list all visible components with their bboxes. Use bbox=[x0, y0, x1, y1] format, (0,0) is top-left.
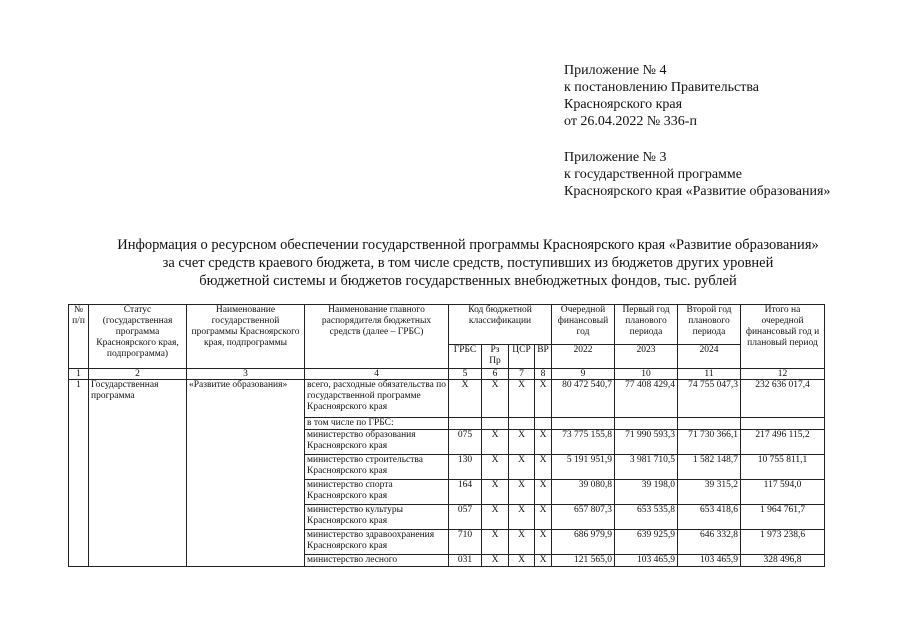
title-line: Информация о ресурсном обеспечении государственной программы Красноярского края «Развитие образования» bbox=[117, 237, 819, 253]
row-csr: Х bbox=[509, 380, 535, 418]
row-label: министерство культуры Красноярского края bbox=[305, 505, 449, 530]
row-grbs: 130 bbox=[449, 455, 482, 480]
row-grbs bbox=[449, 418, 482, 430]
header-grbs: ГРБС bbox=[449, 345, 482, 369]
row-year2: 3 981 710,5 bbox=[615, 455, 678, 480]
header-rzpr: Рз Пр bbox=[482, 345, 509, 369]
row-year1: 121 565,0 bbox=[552, 555, 615, 567]
row-csr bbox=[509, 418, 535, 430]
row-label: министерство образования Красноярского края bbox=[305, 430, 449, 455]
row-year2: 103 465,9 bbox=[615, 555, 678, 567]
row-year3: 646 332,8 bbox=[678, 530, 741, 555]
header-vr: ВР bbox=[535, 345, 552, 369]
header-program-name: Наименование государственной программы Красноярского края, подпрограммы bbox=[187, 305, 305, 369]
row-year1: 686 979,9 bbox=[552, 530, 615, 555]
annex-line: Приложение № 3 bbox=[564, 150, 667, 165]
row-vr: Х bbox=[535, 530, 552, 555]
col-number: 10 bbox=[615, 369, 678, 380]
row-label: в том числе по ГРБС: bbox=[305, 418, 449, 430]
row-year3: 1 582 148,7 bbox=[678, 455, 741, 480]
header-num: № п/п bbox=[69, 305, 89, 369]
col-number: 1 bbox=[69, 369, 89, 380]
row-year1: 39 080,8 bbox=[552, 480, 615, 505]
row-grbs: 164 bbox=[449, 480, 482, 505]
row-vr: Х bbox=[535, 380, 552, 418]
title-line: за счет средств краевого бюджета, в том числе средств, поступивших из бюджетов других уровней bbox=[162, 255, 774, 271]
row-total: 217 496 115,2 bbox=[741, 430, 825, 455]
header-code-group: Код бюджетной классификации bbox=[449, 305, 552, 345]
col-number: 11 bbox=[678, 369, 741, 380]
document-title bbox=[60, 236, 876, 290]
row-csr: Х bbox=[509, 530, 535, 555]
row-grbs: 057 bbox=[449, 505, 482, 530]
program-name: «Развитие образования» bbox=[187, 380, 305, 567]
program-status: Государственная программа bbox=[89, 380, 187, 567]
row-year3: 74 755 047,3 bbox=[678, 380, 741, 418]
header-year2: 2023 bbox=[615, 345, 678, 369]
header-year3: 2024 bbox=[678, 345, 741, 369]
header-year1-label: Очередной финансовый год bbox=[552, 305, 615, 345]
row-year3 bbox=[678, 418, 741, 430]
row-csr: Х bbox=[509, 505, 535, 530]
row-grbs: 031 bbox=[449, 555, 482, 567]
row-total: 232 636 017,4 bbox=[741, 380, 825, 418]
row-vr: Х bbox=[535, 455, 552, 480]
annex-line: к постановлению Правительства bbox=[564, 80, 760, 95]
col-number: 2 bbox=[89, 369, 187, 380]
row-rzpr: Х bbox=[482, 555, 509, 567]
row-csr: Х bbox=[509, 455, 535, 480]
title-line: бюджетной системы и бюджетов государственных внебюджетных фондов, тыс. рублей bbox=[199, 273, 737, 289]
row-label: министерство строительства Красноярского края bbox=[305, 455, 449, 480]
row-year2: 39 198,0 bbox=[615, 480, 678, 505]
row-csr: Х bbox=[509, 555, 535, 567]
row-label: всего, расходные обязательства по государственной программе Красноярского края bbox=[305, 380, 449, 418]
row-csr: Х bbox=[509, 430, 535, 455]
row-year3: 653 418,6 bbox=[678, 505, 741, 530]
annex-line: Красноярского края bbox=[564, 97, 683, 112]
col-number: 7 bbox=[509, 369, 535, 380]
row-vr: Х bbox=[535, 430, 552, 455]
col-number: 8 bbox=[535, 369, 552, 380]
row-year3: 71 730 366,1 bbox=[678, 430, 741, 455]
program-num: 1 bbox=[69, 380, 89, 567]
row-grbs: 710 bbox=[449, 530, 482, 555]
row-vr bbox=[535, 418, 552, 430]
col-number: 3 bbox=[187, 369, 305, 380]
annex-line: от 26.04.2022 № 336-п bbox=[564, 114, 697, 129]
header-csr: ЦСР bbox=[509, 345, 535, 369]
row-total: 1 964 761,7 bbox=[741, 505, 825, 530]
row-year2: 77 408 429,4 bbox=[615, 380, 678, 418]
row-csr: Х bbox=[509, 480, 535, 505]
row-total: 328 496,8 bbox=[741, 555, 825, 567]
row-year3: 39 315,2 bbox=[678, 480, 741, 505]
header-year1: 2022 bbox=[552, 345, 615, 369]
annex-line: Красноярского края «Развитие образования» bbox=[564, 184, 831, 199]
annex-3-block bbox=[564, 149, 830, 200]
row-label: министерство лесного bbox=[305, 555, 449, 567]
row-year2: 639 925,9 bbox=[615, 530, 678, 555]
annex-4-block bbox=[564, 62, 759, 130]
resource-table bbox=[68, 304, 825, 567]
header-status: Статус (государственная программа Красноярского края, подпрограмма) bbox=[89, 305, 187, 369]
col-number: 4 bbox=[305, 369, 449, 380]
row-total: 10 755 811,1 bbox=[741, 455, 825, 480]
row-rzpr: Х bbox=[482, 530, 509, 555]
header-year2-label: Первый год планового периода bbox=[615, 305, 678, 345]
header-total: Итого на очередной финансовый год и плановый период bbox=[741, 305, 825, 369]
col-number: 6 bbox=[482, 369, 509, 380]
column-number-row bbox=[69, 369, 825, 380]
row-rzpr: Х bbox=[482, 455, 509, 480]
row-year2: 71 990 593,3 bbox=[615, 430, 678, 455]
row-year1: 80 472 540,7 bbox=[552, 380, 615, 418]
row-vr: Х bbox=[535, 505, 552, 530]
row-rzpr: Х bbox=[482, 380, 509, 418]
col-number: 12 bbox=[741, 369, 825, 380]
row-total: 117 594,0 bbox=[741, 480, 825, 505]
annex-line: Приложение № 4 bbox=[564, 63, 667, 78]
row-label: министерство здравоохранения Красноярского края bbox=[305, 530, 449, 555]
row-year2: 653 535,8 bbox=[615, 505, 678, 530]
row-rzpr: Х bbox=[482, 430, 509, 455]
row-total: 1 973 238,6 bbox=[741, 530, 825, 555]
header-grbs-name: Наименование главного распорядителя бюджетных средств (далее – ГРБС) bbox=[305, 305, 449, 369]
row-year1 bbox=[552, 418, 615, 430]
row-rzpr bbox=[482, 418, 509, 430]
col-number: 5 bbox=[449, 369, 482, 380]
annex-line: к государственной программе bbox=[564, 167, 742, 182]
row-year1: 5 191 951,9 bbox=[552, 455, 615, 480]
row-year2 bbox=[615, 418, 678, 430]
row-rzpr: Х bbox=[482, 505, 509, 530]
row-year1: 73 775 155,8 bbox=[552, 430, 615, 455]
header-year3-label: Второй год планового периода bbox=[678, 305, 741, 345]
col-number: 9 bbox=[552, 369, 615, 380]
row-vr: Х bbox=[535, 480, 552, 505]
row-grbs: 075 bbox=[449, 430, 482, 455]
row-label: министерство спорта Красноярского края bbox=[305, 480, 449, 505]
row-total bbox=[741, 418, 825, 430]
table-row bbox=[69, 380, 825, 418]
row-rzpr: Х bbox=[482, 480, 509, 505]
row-grbs: Х bbox=[449, 380, 482, 418]
row-year3: 103 465,9 bbox=[678, 555, 741, 567]
row-year1: 657 807,3 bbox=[552, 505, 615, 530]
row-vr: Х bbox=[535, 555, 552, 567]
